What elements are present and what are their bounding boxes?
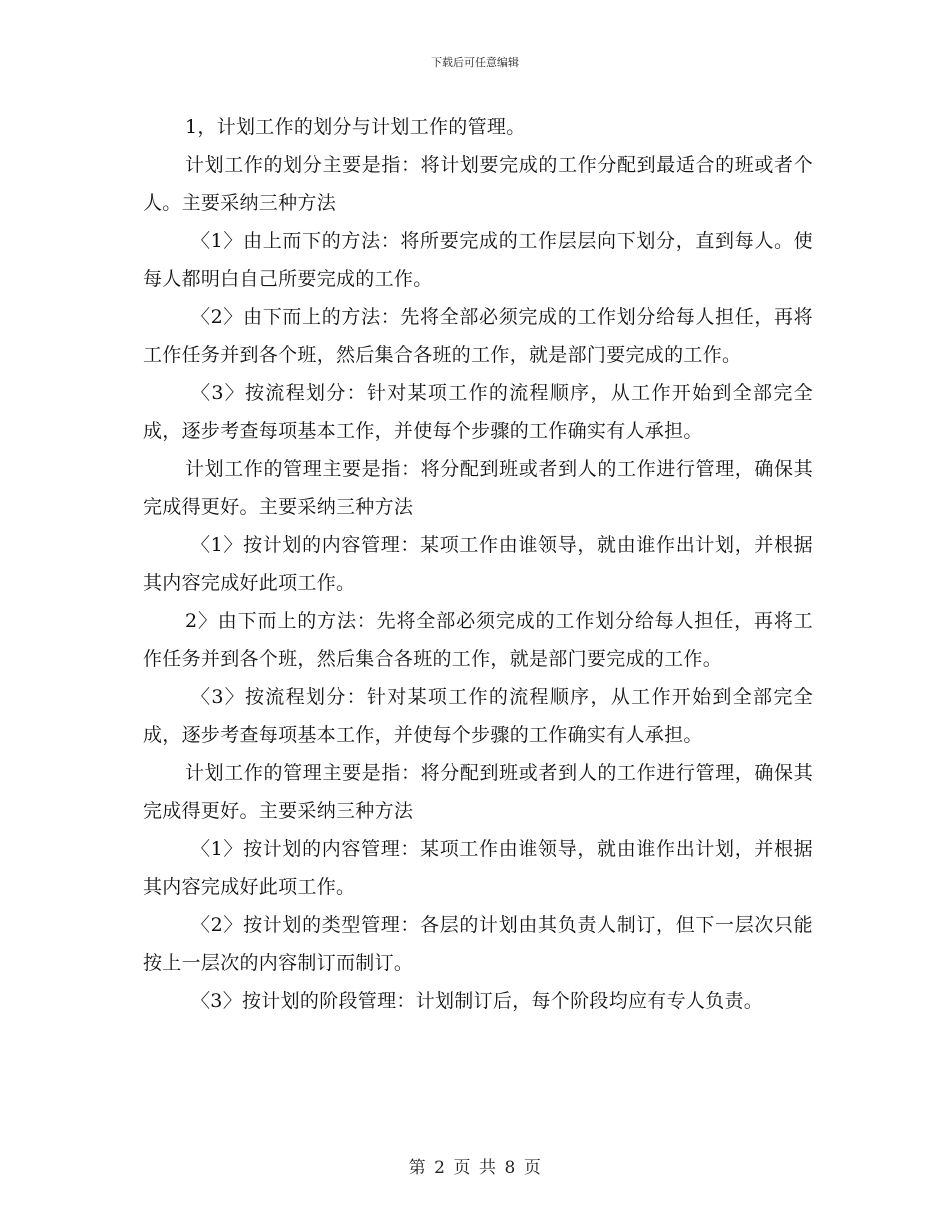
paragraph-13: 〈3〉按计划的阶段管理：计划制订后，每个阶段均应有专人负责。: [191, 990, 764, 1012]
paragraph-11: 〈1〉按计划的内容管理：某项工作由谁领导，就由谁作出计划，并根据其内容完成好此项工作。: [143, 838, 813, 898]
paragraph-12: 〈2〉按计划的类型管理：各层的计划由其负责人制订，但下一层次只能按上一层次的内容制订而制订。: [143, 914, 813, 974]
document-body: [143, 108, 813, 1020]
page-unit-label: 页: [453, 1158, 471, 1178]
paragraph-7: 〈1〉按计划的内容管理：某项工作由谁领导，就由谁作出计划，并根据其内容完成好此项工作。: [143, 534, 813, 594]
paragraph-3: 〈1〉由上而下的方法：将所要完成的工作层层向下划分，直到每人。使每人都明白自己所要完成的工作。: [143, 230, 813, 290]
paragraph-6: 计划工作的管理主要是指：将分配到班或者到人的工作进行管理，确保其完成得更好。主要采纳三种方法: [143, 458, 813, 518]
header-note: 下载后可任意编辑: [431, 56, 519, 69]
paragraph-5: 〈3〉按流程划分：针对某项工作的流程顺序，从工作开始到全部完全成，逐步考查每项基本工作，并使每个步骤的工作确实有人承担。: [143, 382, 813, 442]
paragraph-1: 1，计划工作的划分与计划工作的管理。: [185, 116, 526, 138]
paragraph-2: 计划工作的划分主要是指：将计划要完成的工作分配到最适合的班或者个人。主要采纳三种方法: [143, 154, 813, 214]
page-number-footer: [0, 1153, 950, 1178]
current-page-number: 2: [434, 1158, 446, 1178]
paragraph-8: 2〉由下而上的方法：先将全部必须完成的工作划分给每人担任，再将工作任务并到各个班，然后集合各班的工作，就是部门要完成的工作。: [143, 610, 813, 670]
total-label: 共: [479, 1158, 497, 1178]
page-label: 第: [408, 1158, 427, 1178]
total-pages-number: 8: [504, 1158, 516, 1178]
paragraph-9: 〈3〉按流程划分：针对某项工作的流程顺序，从工作开始到全部完全成，逐步考查每项基本工作，并使每个步骤的工作确实有人承担。: [143, 686, 813, 746]
total-unit-label: 页: [523, 1158, 542, 1178]
paragraph-10: 计划工作的管理主要是指：将分配到班或者到人的工作进行管理，确保其完成得更好。主要采纳三种方法: [143, 762, 813, 822]
paragraph-4: 〈2〉由下而上的方法：先将全部必须完成的工作划分给每人担任，再将工作任务并到各个班，然后集合各班的工作，就是部门要完成的工作。: [143, 306, 813, 366]
